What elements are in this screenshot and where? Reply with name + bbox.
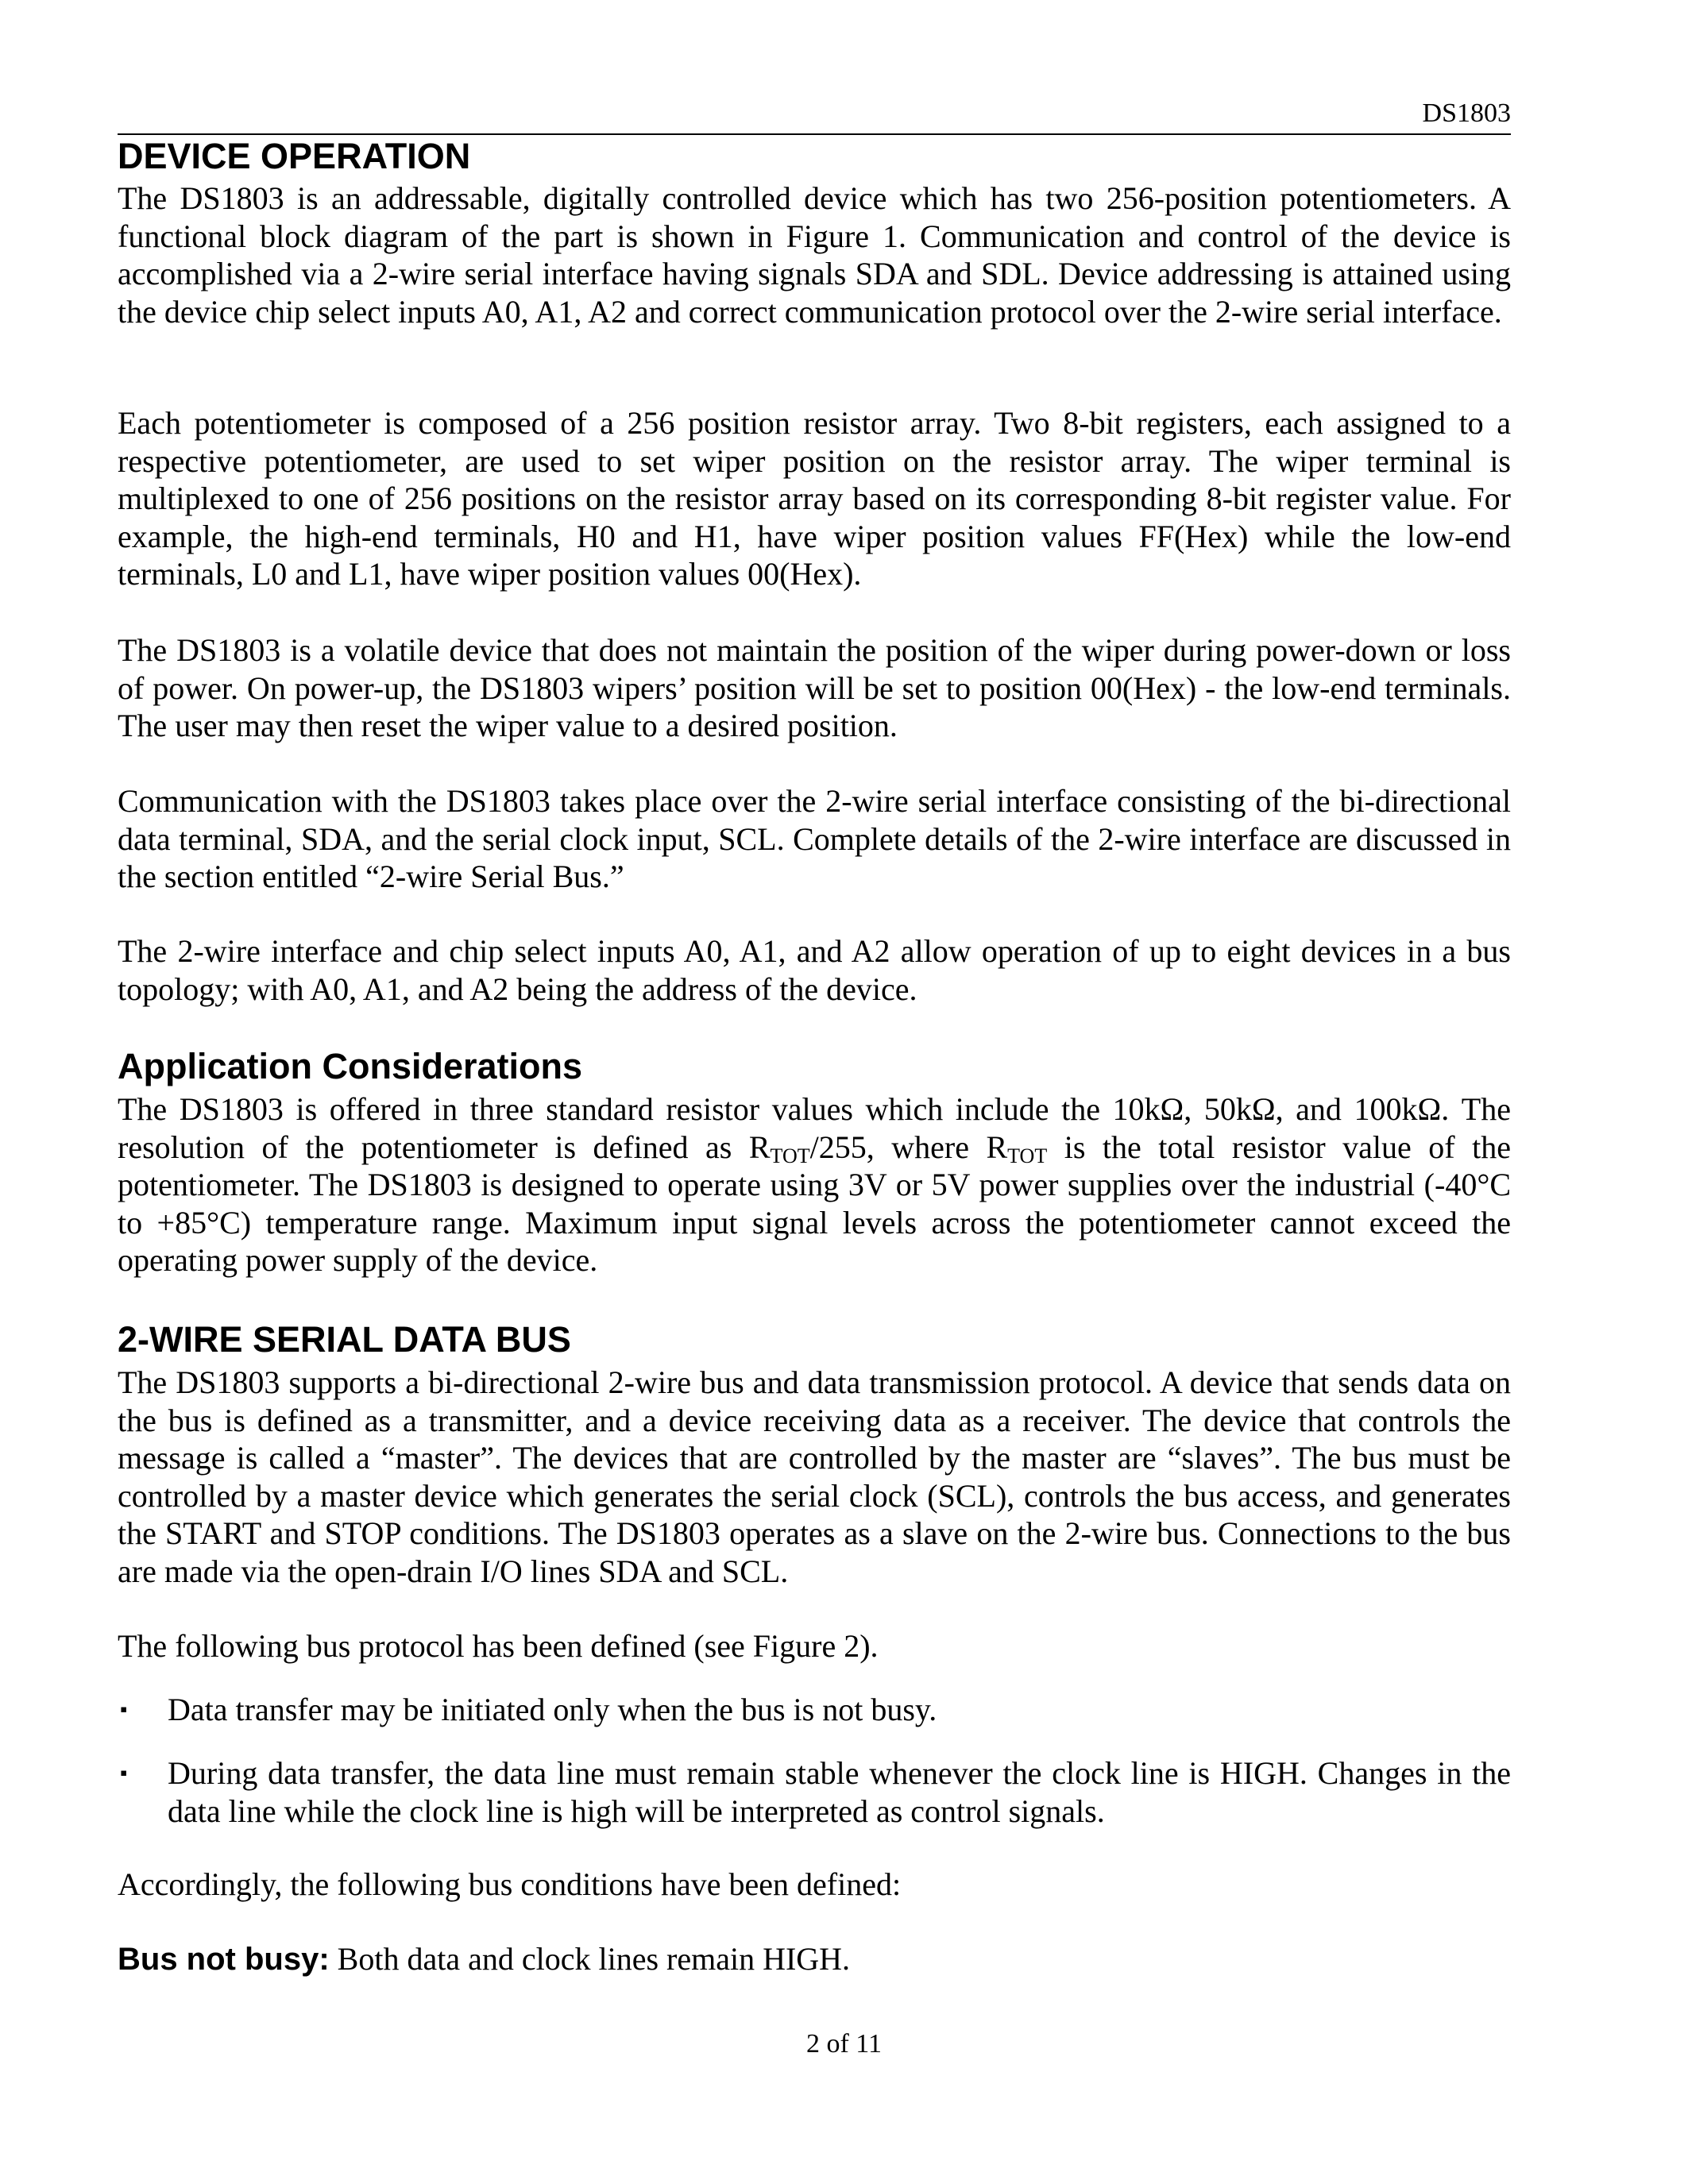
bus-condition: Bus not busy: Both data and clock lines remain HIGH. [118,1941,851,1977]
document-id: DS1803 [1422,98,1511,128]
heading-2-wire-serial-data-bus: 2-WIRE SERIAL DATA BUS [118,1319,571,1360]
bullet-square-icon: ▪ [120,1761,128,1785]
condition-label: Bus not busy: [118,1942,330,1977]
heading-application-considerations: Application Considerations [118,1046,583,1086]
paragraph: Each potentiometer is composed of a 256 position resistor array. Two 8-bit registers, each assigned to a respective potentiometer, are used to set wiper position on the resistor array. The wiper terminal is multiplexed to one of 256 positions on the resistor array based on its corresponding 8-bit register value. For example, the high-end terminals, H0 and H1, have wiper position values FF(Hex) while the low-end terminals, L0 and L1, have wiper position values 00(Hex). [118,405,1511,592]
paragraph: The DS1803 is an addressable, digitally controlled device which has two 256-position potentiometers. A functional block diagram of the part is shown in Figure 1. Communication and control of the device is accomplished via a 2-wire serial interface having signals SDA and SDL. Device addressing is attained using the device chip select inputs A0, A1, A2 and correct communication protocol over the 2-wire serial interface. [118,180,1511,330]
bullet-square-icon: ▪ [120,1698,128,1721]
paragraph: The 2-wire interface and chip select inputs A0, A1, and A2 allow operation of up to eight devices in a bus topology; with A0, A1, and A2 being the address of the device. [118,933,1511,1007]
paragraph: Communication with the DS1803 takes place over the 2-wire serial interface consisting of the bi-directional data terminal, SDA, and the serial clock input, SCL. Complete details of the 2-wire interface are discussed in the section entitled “2-wire Serial Bus.” [118,783,1511,894]
bullet-item: ▪ During data transfer, the data line must remain stable whenever the clock line is HIGH. Changes in the data line while the clock line is high will be interpreted as control signals. [120,1755,1511,1829]
paragraph: Accordingly, the following bus conditions have been defined: [118,1866,902,1902]
paragraph: The DS1803 is a volatile device that does not maintain the position of the wiper during power-down or loss of power. On power-up, the DS1803 wipers’ position will be set to position 00(Hex) - the low-end terminals. The user may then reset the wiper value to a desired position. [118,632,1511,743]
paragraph: The DS1803 supports a bi-directional 2-wire bus and data transmission protocol. A device that sends data on the bus is defined as a transmitter, and a device receiving data as a receiver. The device that controls the message is called a “master”. The devices that are controlled by the master are “slaves”. The bus must be controlled by a master device which generates the serial clock (SCL), controls the bus access, and generates the START and STOP conditions. The DS1803 operates as a slave on the 2-wire bus. Connections to the bus are made via the open-drain I/O lines SDA and SCL. [118,1364,1511,1589]
paragraph: The DS1803 is offered in three standard resistor values which include the 10kΩ, 50kΩ, and 100kΩ. The resolution of the potentiometer is defined as $R_{TOT}/255$, where $R_{TOT}$ is the total resistor value of the potentiometer. The DS1803 is designed to operate using 3V or 5V power supplies over the industrial (-40°C to +85°C) temperature range. Maximum input signal levels across the potentiometer cannot exceed the operating power supply of the device. [118,1091,1512,1278]
bullet-item: ▪ Data transfer may be initiated only when the bus is not busy. [120,1692,937,1727]
paragraph: The following bus protocol has been defined (see Figure 2). [118,1628,879,1664]
header-rule [118,133,1511,135]
page-number: 2 of 11 [805,2029,883,2059]
heading-device-operation: DEVICE OPERATION [118,136,471,176]
